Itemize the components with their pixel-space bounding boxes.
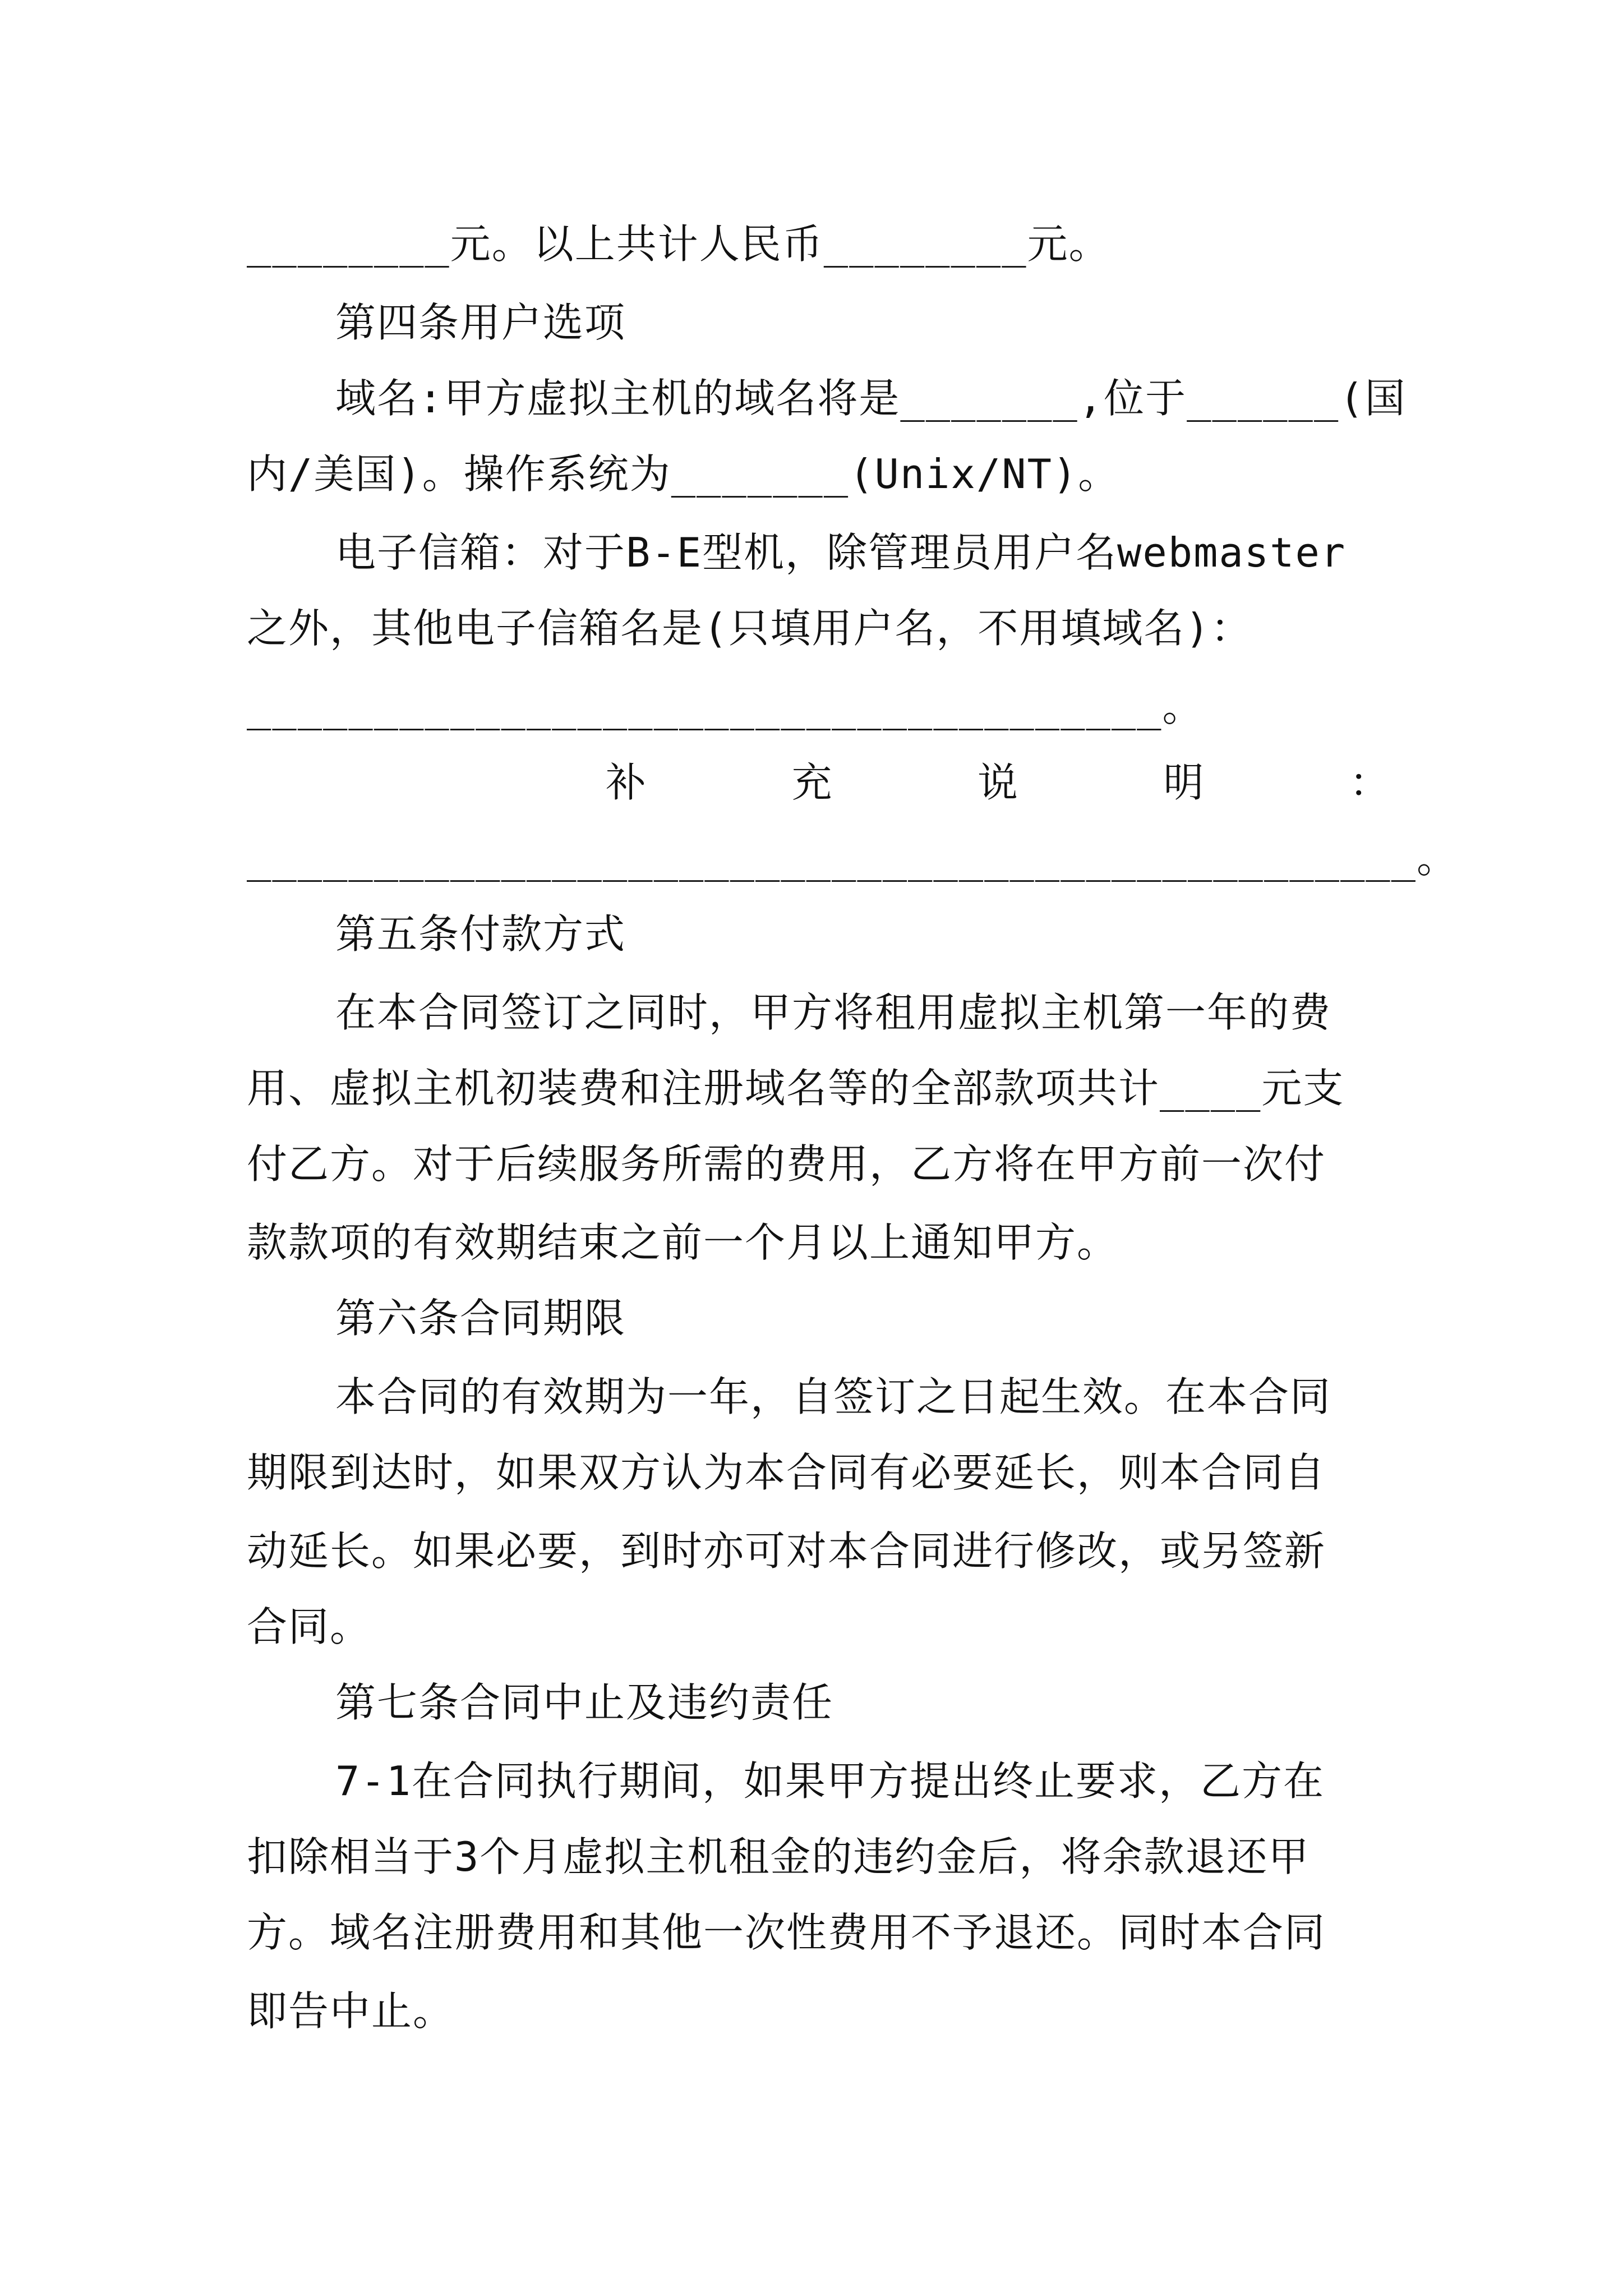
- termination-paragraph-line-1: 7-1在合同执行期间，如果甲方提出终止要求，乙方在: [335, 1757, 1325, 1805]
- supplement-char: 说: [977, 759, 1019, 806]
- supplement-char: ：: [1349, 759, 1391, 806]
- supplement-label: [247, 743, 1391, 822]
- email-option-line-2: 之外，其他电子信箱名是(只填用户名，不用填域名)：: [247, 605, 1252, 652]
- payment-paragraph-line-4: 款款项的有效期结束之前一个月以上通知甲方。: [247, 1219, 1119, 1266]
- term-paragraph-line-3: 动延长。如果必要，到时亦可对本合同进行修改，或另签新: [247, 1527, 1326, 1575]
- email-option-blank-line: ____________________________________。: [247, 683, 1204, 730]
- article-6-heading: 第六条合同期限: [335, 1295, 626, 1342]
- term-paragraph-line-2: 期限到达时，如果双方认为本合同有必要延长，则本合同自: [247, 1449, 1326, 1496]
- domain-option-line-2: 内/美国)。操作系统为_______(Unix/NT)。: [247, 450, 1120, 498]
- term-paragraph-line-1: 本合同的有效期为一年，自签订之日起生效。在本合同: [335, 1373, 1332, 1420]
- article-4-heading: 第四条用户选项: [335, 299, 626, 346]
- supplement-blank-line: ______________________________________________。: [247, 835, 1458, 882]
- fee-total-line: ________元。以上共计人民币________元。: [247, 220, 1110, 268]
- termination-paragraph-line-2: 扣除相当于3个月虚拟主机租金的违约金后，将余款退还甲: [247, 1833, 1310, 1880]
- article-7-heading: 第七条合同中止及违约责任: [335, 1679, 834, 1726]
- payment-paragraph-line-2: 用、虚拟主机初装费和注册域名等的全部款项共计____元支: [247, 1065, 1345, 1112]
- email-option-line-1: 电子信箱：对于B-E型机，除管理员用户名webmaster: [335, 529, 1347, 576]
- payment-paragraph-line-1: 在本合同签订之同时，甲方将租用虚拟主机第一年的费: [335, 989, 1332, 1036]
- termination-paragraph-line-4: 即告中止。: [247, 1987, 455, 2035]
- article-5-heading: 第五条付款方式: [335, 910, 626, 958]
- termination-paragraph-line-3: 方。域名注册费用和其他一次性费用不予退还。同时本合同: [247, 1909, 1326, 1956]
- term-paragraph-line-4: 合同。: [247, 1603, 372, 1650]
- supplement-char: 补: [606, 759, 648, 806]
- payment-paragraph-line-3: 付乙方。对于后续服务所需的费用，乙方将在甲方前一次付: [247, 1140, 1326, 1188]
- supplement-char: 明: [1163, 759, 1205, 806]
- domain-option-line-1: 域名:甲方虚拟主机的域名将是_______,位于______(国: [335, 375, 1407, 422]
- supplement-char: 充: [791, 759, 833, 806]
